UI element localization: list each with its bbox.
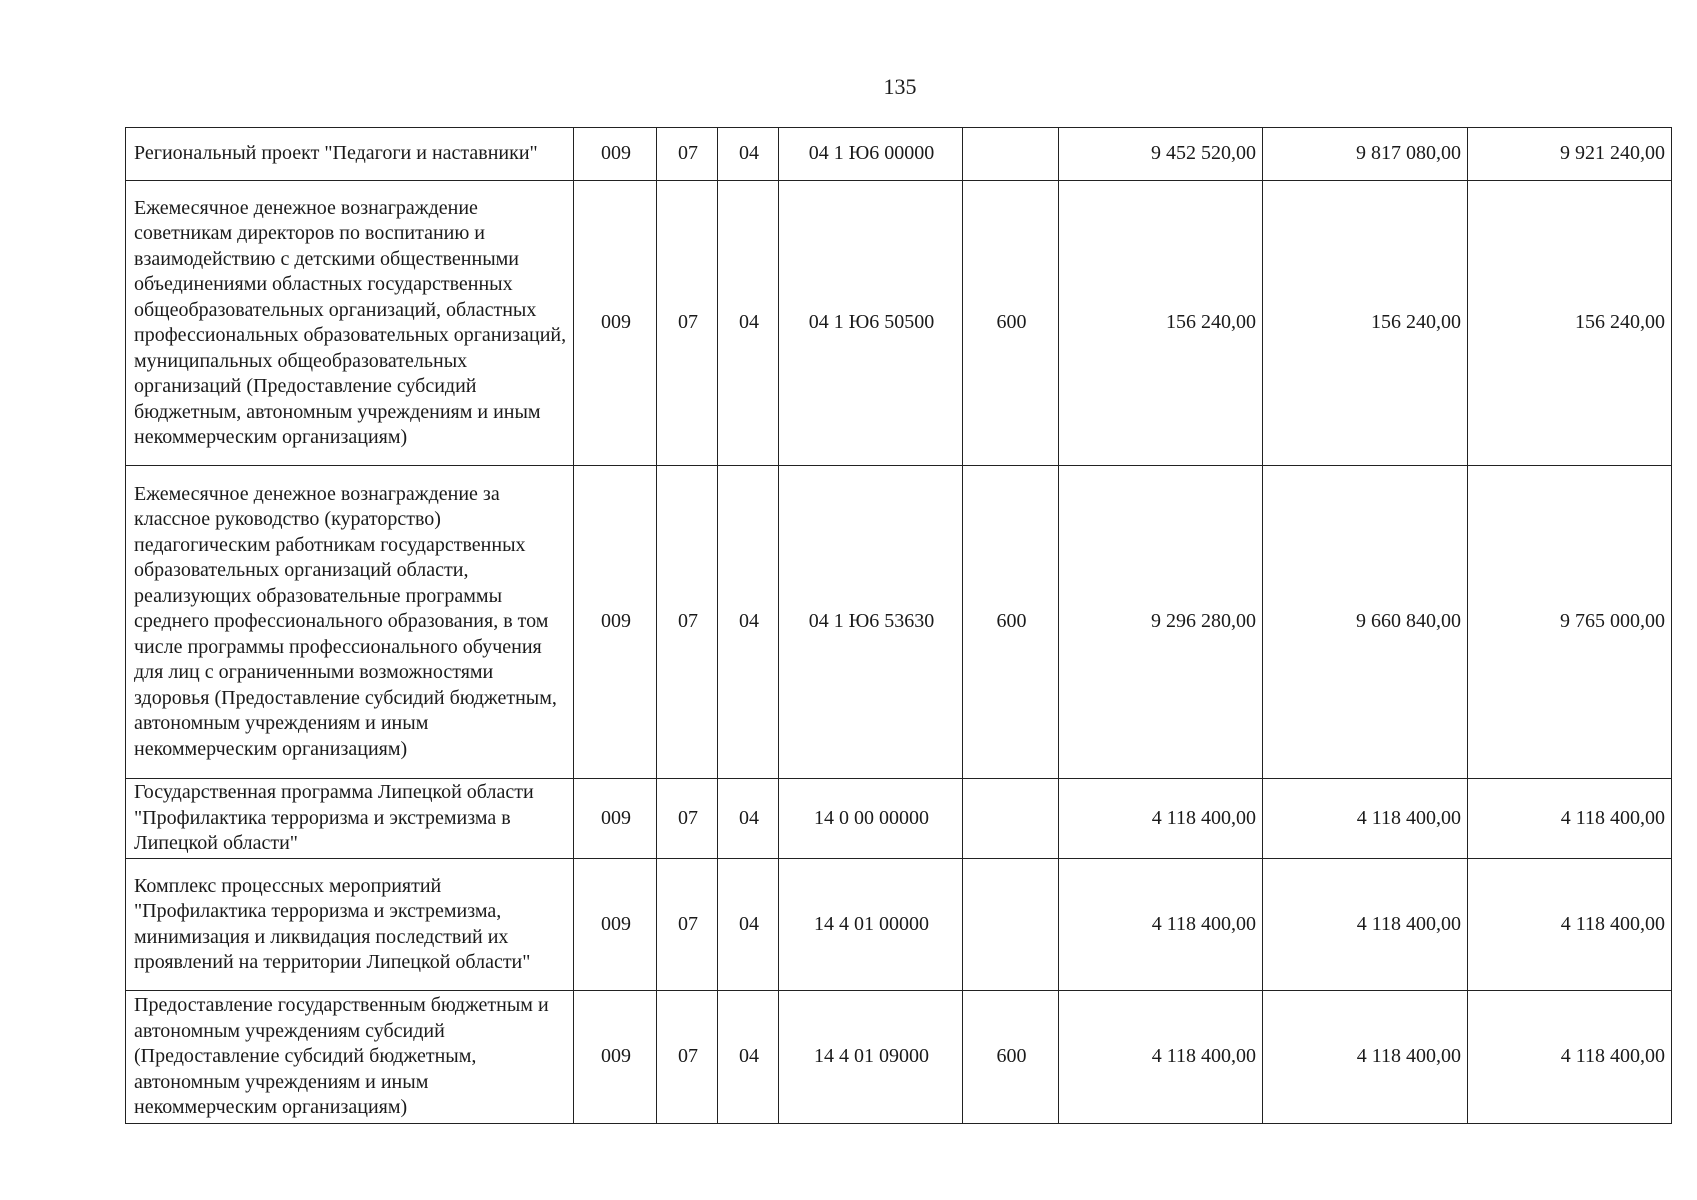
subsection-code: 04 xyxy=(718,779,779,859)
ministry-code: 009 xyxy=(574,859,657,991)
amount-year-3: 9 921 240,00 xyxy=(1468,128,1672,181)
target-article-code: 14 4 01 09000 xyxy=(779,991,963,1124)
expense-type-code xyxy=(963,779,1059,859)
target-article-code: 14 0 00 00000 xyxy=(779,779,963,859)
amount-year-3: 4 118 400,00 xyxy=(1468,779,1672,859)
amount-year-1: 4 118 400,00 xyxy=(1059,991,1263,1124)
target-article-code: 04 1 Ю6 00000 xyxy=(779,128,963,181)
amount-year-3: 4 118 400,00 xyxy=(1468,991,1672,1124)
table-row xyxy=(126,859,1672,991)
subsection-code: 04 xyxy=(718,859,779,991)
expense-type-code xyxy=(963,859,1059,991)
subsection-code: 04 xyxy=(718,128,779,181)
expense-type-code: 600 xyxy=(963,181,1059,466)
amount-year-1: 9 296 280,00 xyxy=(1059,466,1263,779)
amount-year-1: 156 240,00 xyxy=(1059,181,1263,466)
amount-year-2: 4 118 400,00 xyxy=(1263,991,1468,1124)
amount-year-1: 4 118 400,00 xyxy=(1059,859,1263,991)
table-row xyxy=(126,779,1672,859)
amount-year-2: 4 118 400,00 xyxy=(1263,779,1468,859)
expense-type-code xyxy=(963,128,1059,181)
section-code: 07 xyxy=(657,859,718,991)
row-name: Предоставление государственным бюджетным и автономным учреждениям субсидий (Предоставление субсидий бюджетным, автономным учреждениям и иным некоммерческим организациям) xyxy=(126,991,574,1124)
expense-type-code: 600 xyxy=(963,466,1059,779)
amount-year-2: 9 660 840,00 xyxy=(1263,466,1468,779)
subsection-code: 04 xyxy=(718,466,779,779)
expense-type-code: 600 xyxy=(963,991,1059,1124)
budget-table xyxy=(125,127,1672,1124)
table-row xyxy=(126,181,1672,466)
subsection-code: 04 xyxy=(718,991,779,1124)
amount-year-3: 156 240,00 xyxy=(1468,181,1672,466)
table-row xyxy=(126,466,1672,779)
row-name: Государственная программа Липецкой области "Профилактика терроризма и экстремизма в Липецкой области" xyxy=(126,779,574,859)
row-name: Комплекс процессных мероприятий "Профилактика терроризма и экстремизма, минимизация и ликвидация последствий их проявлений на территории Липецкой области" xyxy=(126,859,574,991)
amount-year-3: 9 765 000,00 xyxy=(1468,466,1672,779)
amount-year-2: 4 118 400,00 xyxy=(1263,859,1468,991)
section-code: 07 xyxy=(657,466,718,779)
ministry-code: 009 xyxy=(574,128,657,181)
target-article-code: 14 4 01 00000 xyxy=(779,859,963,991)
amount-year-2: 156 240,00 xyxy=(1263,181,1468,466)
row-name: Ежемесячное денежное вознаграждение за классное руководство (кураторство) педагогическим работникам государственных образовательных организаций области, реализующих образовательные программы среднего профессионального образования, в том числе программы профессионального обучения для лиц с ограниченными возможностями здоровья (Предоставление субсидий бюджетным, автономным учреждениям и иным некоммерческим организациям) xyxy=(126,466,574,779)
target-article-code: 04 1 Ю6 50500 xyxy=(779,181,963,466)
amount-year-1: 9 452 520,00 xyxy=(1059,128,1263,181)
row-name: Ежемесячное денежное вознаграждение советникам директоров по воспитанию и взаимодействию с детскими общественными объединениями областных государственных общеобразовательных организаций, областных профессиональных образовательных организаций, муниципальных общеобразовательных организаций (Предоставление субсидий бюджетным, автономным учреждениям и иным некоммерческим организациям) xyxy=(126,181,574,466)
section-code: 07 xyxy=(657,128,718,181)
page-number: 135 xyxy=(883,74,917,99)
subsection-code: 04 xyxy=(718,181,779,466)
section-code: 07 xyxy=(657,991,718,1124)
ministry-code: 009 xyxy=(574,466,657,779)
ministry-code: 009 xyxy=(574,181,657,466)
amount-year-1: 4 118 400,00 xyxy=(1059,779,1263,859)
ministry-code: 009 xyxy=(574,779,657,859)
row-name: Региональный проект "Педагоги и наставники" xyxy=(126,128,574,181)
amount-year-2: 9 817 080,00 xyxy=(1263,128,1468,181)
amount-year-3: 4 118 400,00 xyxy=(1468,859,1672,991)
section-code: 07 xyxy=(657,181,718,466)
section-code: 07 xyxy=(657,779,718,859)
table-row xyxy=(126,128,1672,181)
ministry-code: 009 xyxy=(574,991,657,1124)
target-article-code: 04 1 Ю6 53630 xyxy=(779,466,963,779)
table-row xyxy=(126,991,1672,1124)
